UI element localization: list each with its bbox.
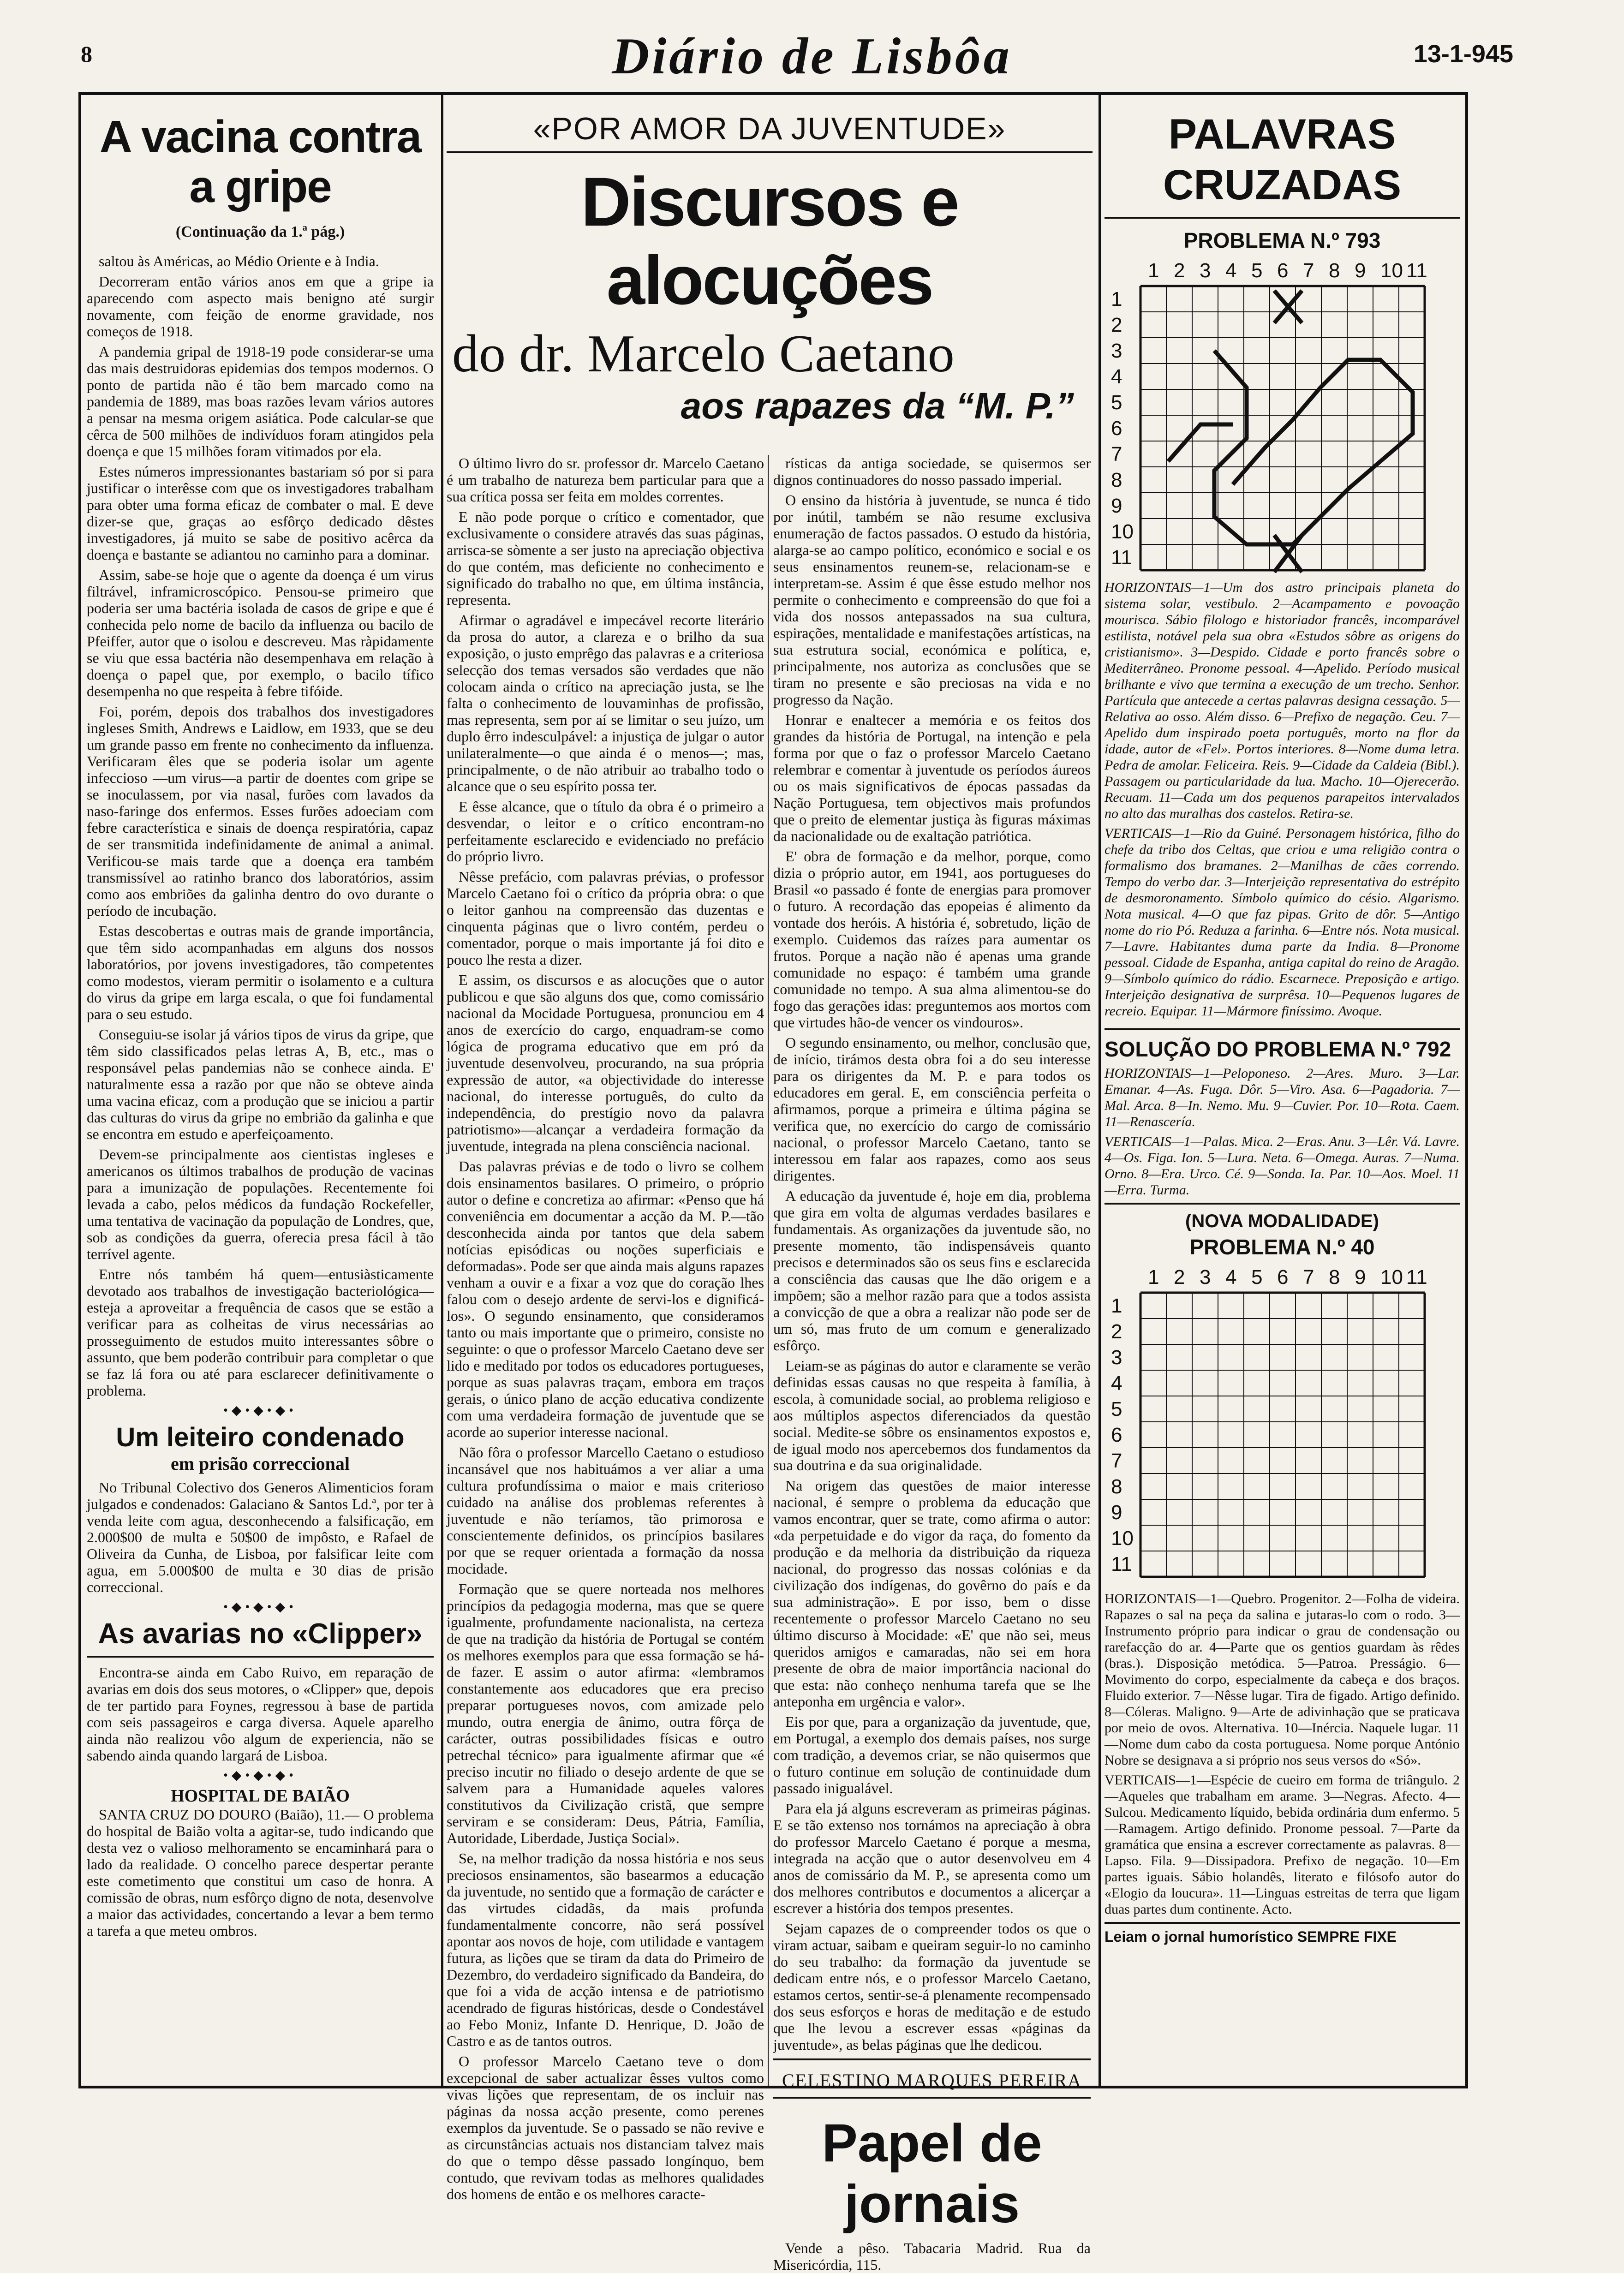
newspaper-title: Diário de Lisbôa <box>612 28 1012 85</box>
masthead <box>0 0 1624 85</box>
section-ornament: •◆•◆•◆• <box>223 1768 297 1783</box>
paragraph: E' obra de formação e da melhor, porque, como dizia o próprio autor, em 1941, aos portugueses do Brasil «o passado é fonte de energias para promover o futuro. A recordação das epopeias é alimento da vontade dos heróis. A história é, sobretudo, lição de exemplo. Cuidemos das raízes para aumentar os frutos. Porque a nação não é apenas uma grande comunidade no espaço: é também uma grande comunidade no tempo. A sua alma alimentou-se do fogo das gerações idas: preguntemos aos mortos com que virtudes hão-de vencer os vindouros». <box>773 848 1091 1031</box>
paragraph: Das palavras prévias e de todo o livro se colhem dois ensinamentos basilares. O primeiro, o próprio autor o define e concretiza ao afirmar: «Penso que há conveniência em documentar a acção da M. P.—tão desconhecida ainda por tantos que dela sabem notícias episódicas ou noções superficiais e deformadas». Pode ser que ainda mais alguns rapazes venham a ouvir e a fixar a voz que do coração lhes falou com o desejo ardente de servi-los e dignificá-los». O segundo ensinamento, que consideramos tanto ou mais importante que o primeiro, consiste no seguinte: o que o professor Marcelo Caetano deve ser lido e meditado por todos os educadores portugueses, porque as suas palavras traçam, embora em traços gerais, o único plano de acção educativa condizente com uma verdadeira formação de juventude que se acorde ao superior interesse nacional. <box>447 1158 764 1440</box>
clues-vertical-40: VERTICAIS—1—Espécie de cueiro em forma de triângulo. 2—Aqueles que trabalham em arame. 3—Negras. Afecto. 4—Sulcou. Medicamento líquido, bebida ordinária dum enfermo. 5—Ramagem. Artigo definido. Pronome pessoal. 7—Parte da gramática que ensina a escrever correctamente as palavras. 8—Lapso. Fila. 9—Dissipadora. Prefixo de negação. 10—Em partes iguais. Sábio holandês, literato e filósofo autor do «Elogio da loucura». 11—Linguas estreitas de terra que ligam duas partes dum continente. Acto. <box>1105 1772 1460 1917</box>
grid-column-number: 1 <box>1148 1266 1159 1289</box>
paragraph: A pandemia gripal de 1918-19 pode considerar-se uma das mais destruidoras epidemias dos tempos modernos. O ponto de partida não é tão bem marcado como na pandemia de 1889, mas boas razões levam vários autores a pensar na mesma origem asiática. Pode calcular-se que cêrca de 500 milhões de indivíduos foram atingidos pela doença e que 15 milhões foram vitimados por ela. <box>87 343 434 459</box>
grid-column-number: 5 <box>1251 1266 1263 1289</box>
crossword-grid-793 <box>1105 257 1460 576</box>
papel-headline: Papel de jornais <box>822 2113 1042 2234</box>
column-crossword <box>1105 95 1460 2086</box>
grid-row-number: 9 <box>1111 495 1122 517</box>
grid-decoration <box>1168 291 1413 572</box>
solution-horizontal: HORIZONTAIS—1—Peloponeso. 2—Ares. Muro. 3—Lar. Emanar. 4—As. Fuga. Dôr. 5—Viro. Asa. 6—Pagadoria. 7—Mal. Arca. 8—In. Nemo. Mu. 9—Cuvier. Por. 10—Rota. Caem. 11—Renascería. <box>1105 1066 1460 1129</box>
grid-column-number: 5 <box>1251 259 1263 282</box>
grid-column-number: 7 <box>1303 259 1314 282</box>
paragraph: Não fôra o professor Marcello Caetano o estudioso incansável que nos habituámos a ver aliar a uma cultura profundíssima o maior e mais criterioso cuidado na análise dos problemas referentes à juventude e não teríamos, tão primorosa e conscientemente definidos, os princípios basilares por que se requer orientada a formação da nossa mocidade. <box>447 1444 764 1577</box>
grid-lines <box>1140 1293 1425 1577</box>
grid-row-number: 9 <box>1111 1501 1122 1524</box>
grid-column-number: 9 <box>1355 259 1366 282</box>
clues-vertical-793: VERTICAIS—1—Rio da Guiné. Personagem histórica, filho do chefe da tribo dos Celtas, que criou e uma religião contra o formalismo dos bramanes. 2—Manilhas de cães correndo. Tempo do verbo dar. 3—Interjeição representativa do estrépito de desmoronamento. Símbolo químico do césio. Algarismo. Nota musical. 4—O que faz pipas. Grito de dôr. 5—Antigo nome do rio Pó. Reduza a farinha. 6—Entre nós. Nota musical. 7—Lavre. Habitantes duma parte da India. 8—Pronome pessoal. Cidade de Espanha, antiga capital do reino de Aragão. 9—Símbolo químico do rádio. Escarnece. Preposição e artigo. Interjeição designativa de surprêsa. 10—Pequenos lugares de recreio. Equipar. 11—Mármore finíssimo. Avoque. <box>1105 826 1460 1019</box>
grid-column-number: 3 <box>1200 1266 1211 1289</box>
page-frame <box>78 92 1468 2273</box>
continuation-note: (Continuação da 1.ª pág.) <box>175 223 345 240</box>
leiteiro-headline: Um leiteiro condenado <box>116 1422 405 1452</box>
grid-column-number: 11 <box>1406 259 1427 282</box>
grid-column-number: 2 <box>1174 1266 1185 1289</box>
paragraph: Para ela já alguns escreveram as primeiras páginas. E se tão extenso nos tornámos na apreciação à obra do professor Marcelo Caetano é porque a mesma, integrada na acção que o autor desenvolveu em 4 anos de comissário da M. P., se apresenta como um dos melhores contributos e documentos a alicerçar a escrever a história dos tempos presentes. <box>773 1800 1091 1916</box>
article-deck-secondary: aos rapazes da “M. P.” <box>681 385 1074 426</box>
paragraph: E não pode porque o crítico e comentador, que exclusivamente o considere através das suas páginas, arrisca-se sòmente a ser justo na apreciação objectiva do que contém, mas deficiente no conhecimento e significado do trabalho no que, em última instância, representa. <box>447 508 764 608</box>
grid-row-number: 8 <box>1111 469 1122 491</box>
grid-row-number: 3 <box>1111 340 1122 362</box>
clues-horizontal-793: HORIZONTAIS—1—Um dos astro principais planeta do sistema solar, vestibulo. 2—Acampamento e povoação mourisca. Sábio filologo e historiador francês, incomparável estilista, notável pela sua obra «Estudos sôbre as origens do cristianismo». 3—Despido. Cidade e porto francês sobre o Mediterrâneo. Pronome pessoal. 4—Apelido. Período musical brilhante e vivo que termina a execução de um trecho. Senhor. Partícula que antecede a certas palavras designa cessação. 5—Relativa ao osso. Além disso. 6—Prefixo de negação. Ceu. 7—Apelido dum inspirado poeta português, morto na flor da idade, autor de «Fel». Portos interiores. 8—Nome duma letra. Pedra de amolar. Feliceira. Reis. 9—Cidade da Caldeia (Bibl.). Passagem ou particularidade da lua. Macho. 10—Ojerecerão. Recuam. 11—Cada um dos pequenos parapeitos intervalados no alto das muralhas dos castelos. Retira-se. <box>1105 580 1460 821</box>
paragraph: saltou às Américas, ao Médio Oriente e à India. <box>99 253 379 269</box>
paragraph: Sejam capazes de o compreender todos os que o viram actuar, saibam e queiram seguir-lo no caminho do seu trabalho: da formação da juventude se dedicam entre nós, e o professor Marcelo Caetano, estamos certos, sentir-se-á plenamente recompensado dos seus esforços e horas de meditação e de estudo que lhe levou a escrever essas «páginas da juventude», as belas páginas que lhe dedicou. <box>773 1920 1091 2053</box>
papel-text: Vende a pêso. Tabacaria Madrid. Rua da Misericórdia, 115. <box>773 2240 1091 2273</box>
clipper-headline: As avarias no «Clipper» <box>98 1618 423 1650</box>
paragraph: Devem-se principalmente aos cientistas ingleses e americanos os últimos trabalhos de produção de vacinas para a imunização de populações. Recentemente foi levada a cabo, pelos médicos da fundação Rockefeller, uma tentativa de vacinação da população de Londres, que, sob as condições da guerra, oferecia presa fácil à tão terrível agente. <box>87 1146 434 1262</box>
paragraph: Estas descobertas e outras mais de grande importância, que têm sido acompanhadas em alguns dos nossos laboratórios, por jovens investigadores, tão competentes como modestos, vieram permitir o isolamento e a cultura do virus da gripe em larga escala, o que foi fundamental para o seu estudo. <box>87 923 434 1022</box>
paragraph: Leiam-se as páginas do autor e claramente se verão definidas essas causas no que respeita à família, à escola, à comunidade social, ao problema religioso e aos múltiplos aspectos diferenciados da questão social. Medite-se sôbre os ensinamentos expostos e, de igual modo nos apercebemos dos fundamentos da sua doutrina e da sua originalidade. <box>773 1357 1091 1474</box>
paragraph: rísticas da antiga sociedade, se quisermos ser dignos continuadores do nosso passado imperial. <box>773 455 1091 488</box>
article-right-column <box>773 455 1091 2273</box>
grid-column-number: 11 <box>1406 1266 1427 1289</box>
rule <box>773 2097 1091 2099</box>
rule <box>773 2058 1091 2060</box>
grid-row-number: 1 <box>1111 1295 1122 1317</box>
column-gripe <box>87 95 434 2086</box>
grid-row-number: 8 <box>1111 1475 1122 1498</box>
rule <box>87 1656 434 1658</box>
grid-row-number: 4 <box>1111 1372 1122 1395</box>
grid-column-number: 9 <box>1355 1266 1366 1289</box>
paragraph: E êsse alcance, que o título da obra é o primeiro a desvendar, o leitor e o crítico encontram-no perfeitamente esclarecido e evidenciado no prefácio do próprio livro. <box>447 798 764 865</box>
clues-horizontal-40: HORIZONTAIS—1—Quebro. Progenitor. 2—Folha de videira. Rapazes o sal na peça da salina e jutaras-lo com o rodo. 3—Instrumento próprio para indicar o grau de condensação ou rarefacção do ar. 4—Parte que os gentios guardam às rêdes (bras.). Disposição metódica. 5—Patroa. Presságio. 6—Movimento do corpo, especialmente da cabeça e dos braços. Fluido exterior. 7—Nêsse lugar. Tira de figado. Artigo definido. 8—Cóleras. Maligno. 9—Arte de adivinhação que se praticava por meio de ovos. Alternativa. 10—Inércia. Naquele lugar. 11—Nome dum cabo da costa portuguesa. Nome porque António Nobre se designava a si próprio nos seus versos do «Só». <box>1105 1591 1460 1768</box>
article-right-text <box>773 455 1091 2053</box>
grid-row-number: 2 <box>1111 314 1122 336</box>
article-deck: do dr. Marcelo Caetano <box>452 324 955 383</box>
grid-column-number: 1 <box>1148 259 1159 282</box>
grid-column-number: 8 <box>1329 259 1340 282</box>
grid-column-number: 8 <box>1329 1266 1340 1289</box>
grid-row-number: 1 <box>1111 288 1122 310</box>
column-divider <box>768 455 769 2086</box>
grid-column-number: 7 <box>1303 1266 1314 1289</box>
grid-column-number: 6 <box>1277 1266 1289 1289</box>
clipper-text: Encontra-se ainda em Cabo Ruivo, em reparação de avarias em dois dos seus motores, o «Clipper» que, depois de ter partido para Foynes, regressou à base de partida com seis passageiros e carga diversa. Aquele aparelho ainda não realizou vôo algum de experiencia, não se sabendo ainda quando largará de Lisboa. <box>87 1664 434 1764</box>
grid-column-number: 2 <box>1174 259 1185 282</box>
grid-row-number: 7 <box>1111 443 1122 465</box>
article-headline: Discursos e alocuções <box>581 163 958 319</box>
paragraph: A educação da juventude é, hoje em dia, problema que gira em volta de algumas verdades basilares e fundamentais. As organizações da juventude são, no presente momento, tão indispensáveis quanto precisos e determinados são os seus fins e esclarecida a consciência das causas que lhe dão origem e a impõem; são a melhor razão para que a todos assista a convicção de que a obra a realizar não pode ser de um só, mas fruto de um comum e generalizado esfôrço. <box>773 1187 1091 1354</box>
gripe-article-body <box>87 253 434 1399</box>
problem-title: PROBLEMA N.º 793 <box>1183 228 1381 252</box>
baiao-text: SANTA CRUZ DO DOURO (Baião), 11.— O problema do hospital de Baião volta a agitar-se, tudo indicando que desta vez o valioso melhoramento se encaminhará para o lado da realidade. O concelho parece despertar perante este cometimento que constitui um caso de honra. A comissão de obras, num esfôrço digno de nota, desenvolve a maior das actividades, concertando a levar a bem termo a tarefa a que meteu ombros. <box>87 1806 434 1939</box>
paragraph: Foi, porém, depois dos trabalhos dos investigadores ingleses Smith, Andrews e Laidlow, em 1933, que se deu um grande passo em frente no conhecimento da influenza. Verificaram êles que se poderia isolar um agente infeccioso —um virus—a partir de doentes com gripe se se inoculassem, por via nasal, furões com lavados da naso-faringe dos enfermos. Esses furões adoeciam com febre característica e sinais de doença respiratória, capaz de ser transmitida indefinidamente de animal a animal. Verificou-se mais tarde que a doença era também transmissível ao ratinho branco dos laboratórios, assim como aos embriões da galinha dentro do ovo durante o período de incubação. <box>87 703 434 919</box>
page-number: 8 <box>81 41 92 67</box>
grid-column-number: 10 <box>1380 259 1403 282</box>
paragraph: Estes números impressionantes bastariam só por si para justificar o interêsse com que os investigadores trabalham para obter uma forma eficaz de combater o mal. E deve dizer-se que, graças ao esfôrço dedicado dêstes investigadores, já muito se sabe de positivo acêrca da doença e bastante se adiantou no caminho para a dominar. <box>87 463 434 563</box>
section-ornament: •◆•◆•◆• <box>223 1600 297 1614</box>
crossword-grid-40 <box>1105 1264 1460 1587</box>
grid-row-number: 6 <box>1111 417 1122 440</box>
crossword-grid-svg <box>1105 257 1460 576</box>
grid-column-number: 10 <box>1380 1266 1403 1289</box>
problem40-title: PROBLEMA N.º 40 <box>1189 1235 1375 1259</box>
article-signature: CELESTINO MARQUES PEREIRA <box>782 2070 1082 2091</box>
paragraph: Se, na melhor tradição da nossa história e nos seus preciosos ensinamentos, são basearmos a educação da juventude, no sentido que a formação de carácter e das virtudes cidadãs, da mais profunda fundamentalmente concorre, não será possível apontar aos novos de hoje, com utilidade e vantagem futura, as lições que se tiram da data do Primeiro de Dezembro, do verdadeiro significado da Bandeira, do que foi a vida de acção intensa e de patriotismo acendrado de figuras históricas, desde o Condestável ao Febo Moniz, Infante D. Henrique, D. João de Castro e as de tantos outros. <box>447 1850 764 2049</box>
paragraph: O professor Marcelo Caetano teve o dom excepcional de saber actualizar êsses vultos como vivas lições que representam, de os incluir nas páginas da nossa acção presente, como perenes exemplos da juventude. Se o passado se não revive e as circunstâncias actuais nos distanciam talvez mais do que o tempo dêsse passado longínquo, bem contudo, que revivam todas as melhores qualidades dos homens de então e os melhores caracte- <box>447 2053 764 2202</box>
article-left-column <box>447 455 764 2202</box>
baiao-headline: HOSPITAL DE BAIÃO <box>171 1786 350 1806</box>
section-ornament: •◆•◆•◆• <box>223 1403 297 1418</box>
column-divider <box>1099 95 1101 2086</box>
sempre-fixe-notice: Leiam o jornal humorístico SEMPRE FIXE <box>1105 1922 1460 1945</box>
paragraph: Formação que se quere norteada nos melhores princípios da pedagogia moderna, mas que se quere igualmente, profundamente nacionalista, na certeza de que na tradição da história de Portugal se contém os melhores exemplos para que essa formação se há-de fazer. E assim o autor afirma: «lembramos constantemente aos educadores que era preciso preparar portugueses novos, com amizade pelo mundo, outra energia de ânimo, outra fôrça de carácter, outras possibilidades físicas e outro petrechal técnico» para igualmente afirmar que «é preciso incutir no filiado o desejo ardente de que se salvem para a Humanidade aqueles valores constitutivos da Civilização cristã, que sempre serviram e se consideram: Deus, Pátria, Família, Autoridade, Liberdade, Justiça Social». <box>447 1581 764 1846</box>
grid-column-number: 4 <box>1225 259 1237 282</box>
new-mode-label: (NOVA MODALIDADE) <box>1105 1203 1460 1232</box>
grid-row-number: 6 <box>1111 1424 1122 1446</box>
crossword-title: PALAVRAS CRUZADAS <box>1105 95 1460 219</box>
paragraph: Eis por que, para a organização da juventude, que, em Portugal, a exemplo dos demais países, nos surge com tradição, a devemos criar, se não quisermos que o futuro continue em solução de continuidade dum passado inigualável. <box>773 1713 1091 1796</box>
paragraph: Decorreram então vários anos em que a gripe ia aparecendo com aspecto mais benigno até surgir novamente, com feição de enorme gravidade, nos começos de 1918. <box>87 273 434 340</box>
paragraph: Conseguiu-se isolar já vários tipos de virus da gripe, que têm sido classificados pelas letras A, B, etc., mas o responsável pelas pandemias não se conhece ainda. E' naturalmente essa a razão por que não se obteve ainda uma vacina eficaz, com a produção que se iniciou a partir das culturas do virus da gripe no embrião da galinha e que se encontra em estudo e aperfeiçoamento. <box>87 1026 434 1142</box>
grid-row-number: 7 <box>1111 1450 1122 1472</box>
headline-gripe: A vacina contra a gripe <box>99 111 421 212</box>
grid-row-number: 5 <box>1111 391 1122 414</box>
grid-row-number: 3 <box>1111 1346 1122 1369</box>
paragraph: Honrar e enaltecer a memória e os feitos dos grandes da história de Portugal, na intenção e pela forma por que o faz o professor Marcelo Caetano relembrar e comentar à juventude os períodos áureos ou os mais significativos de épocas passadas da Nação Portuguesa, tem objectivos mais profundos que o preito de elementar justiça às figuras máximas da nacionalidade ou de exaltação patriótica. <box>773 711 1091 844</box>
solution-title: SOLUÇÃO DO PROBLEMA N.º 792 <box>1105 1028 1460 1062</box>
article-kicker: «POR AMOR DA JUVENTUDE» <box>447 95 1093 153</box>
crossword-grid-svg <box>1105 1264 1460 1587</box>
column-main-article <box>447 95 1093 2273</box>
paragraph: O último livro do sr. professor dr. Marcelo Caetano é um trabalho de natureza bem particular para que a sua crítica possa ser feita em moldes correntes. <box>447 455 764 505</box>
grid-row-number: 11 <box>1111 1553 1132 1575</box>
paragraph: Nêsse prefácio, com palavras prévias, o professor Marcelo Caetano foi o crítico da própria obra: o que o leitor ganhou na compreensão das duzentas e cinquenta páginas que o livro contém, perdeu o comentador, porque o mais importante já foi dito e pouco lhe resta a dizer. <box>447 868 764 968</box>
grid-row-number: 10 <box>1111 1527 1134 1550</box>
solution-vertical: VERTICAIS—1—Palas. Mica. 2—Eras. Anu. 3—Lêr. Vá. Lavre. 4—Os. Figa. Ion. 5—Lura. Neta. 6—Omega. Auras. 7—Numa. Orno. 8—Era. Urco. Cé. 9—Sonda. Ia. Par. 10—Aos. Moel. 11—Erra. Turma. <box>1105 1134 1460 1198</box>
paragraph: Assim, sabe-se hoje que o agente da doença é um virus filtrável, inframicroscópico. Pensou-se primeiro que poderia ser uma bactéria isolada de casos de gripe e que é conhecida pelo nome de bacilo da influenza ou bacilo de Pfeiffer, autor que o isolou e descreveu. Mas ràpidamente se viu que essa bactéria não desempenhava em relação à doença o papel que, por exemplo, o bacilo tífico desempenha no que respeita à febre tifóide. <box>87 567 434 699</box>
paragraph: O segundo ensinamento, ou melhor, conclusão que, de início, tirámos desta obra foi a do seu interesse para os dirigentes da M. P. e para todos os educadores em geral. E, em consciência perfeita o afirmamos, porque a primeira e última página se verifica que, no exercício do cargo de comissário nacional, o professor Marcelo Caetano, tanto se interessou em falar aos rapazes, como aos seus dirigentes. <box>773 1034 1091 1184</box>
grid-row-number: 4 <box>1111 365 1122 388</box>
grid-column-number: 3 <box>1200 259 1211 282</box>
grid-column-number: 6 <box>1277 259 1289 282</box>
grid-row-number: 10 <box>1111 520 1134 543</box>
grid-column-number: 4 <box>1225 1266 1237 1289</box>
leiteiro-text: No Tribunal Colectivo dos Generos Alimenticios foram julgados e condenados: Galaciano & Santos Ld.ª, por ter à venda leite com agua, desconhecendo a falsificação, em 2.000$00 de multa e 50$00 de impôsto, e Rafael de Oliveira da Cunha, de Lisboa, por falsificar leite com agua, em 5.000$00 de multa e 30 dias de prisão correccional. <box>87 1479 434 1595</box>
paragraph: E assim, os discursos e as alocuções que o autor publicou e que são alguns dos que, como comissário nacional da Mocidade Portuguesa, pronunciou em 4 anos de exercício do cargo, enquadram-se como lógica de programa educativo que em pró da juventude desenvolveu, procurando, na sua própria expressão de autor, «a objectividade do interesse nacional, do interesse português, do culto da independência, do prestígio novo da palavra patriotismo»—alcançar a verdadeira formação da juventude, integrada na plena consciência nacional. <box>447 972 764 1154</box>
column-divider <box>441 95 443 2086</box>
issue-date: 13-1-945 <box>1413 40 1513 68</box>
grid-row-number: 5 <box>1111 1398 1122 1420</box>
paragraph: Afirmar o agradável e impecável recorte literário da prosa do autor, a clareza e o brilho da sua exposição, o justo emprêgo das palavras e a criteriosa selecção dos temas versados são verdades que não colocam ainda o crítico na apreciação justa, se lhe falta o conhecimento de louvaminhas de profissão, mas representa, sem por aí se limitar o seu juízo, um duplo êrro indesculpável: a injustiça de julgar o autor unilateralmente—o que ainda é o menos—; mas, principalmente, o de não atribuir ao trabalho todo o alcance que o seu espírito possa ter. <box>447 612 764 794</box>
paragraph: Entre nós também há quem—entusiàsticamente devotado aos trabalhos de investigação bacteriológica—esteja a aproveitar a frequência de casos que se estão a verificar para as colheitas de virus necessárias ao prosseguimento de estudos muito interessantes sôbre o assunto, que bem poderão contribuir para completar o que se faz lá fora ou até para esclarecer definitivamente o problema. <box>87 1266 434 1399</box>
grid-row-number: 2 <box>1111 1320 1122 1343</box>
paragraph: Na origem das questões de maior interesse nacional, é sempre o problema da educação que vamos encontrar, quer se trate, como afirma o autor: «da perpetuidade e do vigor da raça, do fomento da produção e da melhoria da distribuição da riqueza nacional, do progresso das nossas colónias e da civilização dos indígenas, do govêrno do país e da sua administração». E por isso, bem o disse recentemente o professor Marcelo Caetano no seu último discurso à Mocidade: «E' que não sei, meus queridos amigos e camaradas, não sei em hora presente de obra de maior importância nacional do que esta: não conheço nenhuma tarefa que se lhe anteponha em urgência e valor». <box>773 1477 1091 1710</box>
leiteiro-subhead: em prisão correccional <box>170 1453 350 1474</box>
paragraph: O ensino da história à juventude, se nunca é tido por inútil, também se não resume exclusiva enumeração de factos passados. O estudo da história, alarga-se ao campo político, económico e social e os seus ensinamentos reunem-se, relacionam-se e interpretam-se. Assim é que êsse estudo melhor nos permite o conhecimento e compreensão do que foi a vida dos nossos antepassados na sua cultura, espirações, mentalidade e manifestações artísticas, na sua estrutura social, económica e política, e, principalmente, nos autoriza as conclusões que se tiram no presente e são preciosas na vida e no progresso da Nação. <box>773 492 1091 708</box>
grid-row-number: 11 <box>1111 546 1132 569</box>
article-body <box>447 455 1093 2273</box>
